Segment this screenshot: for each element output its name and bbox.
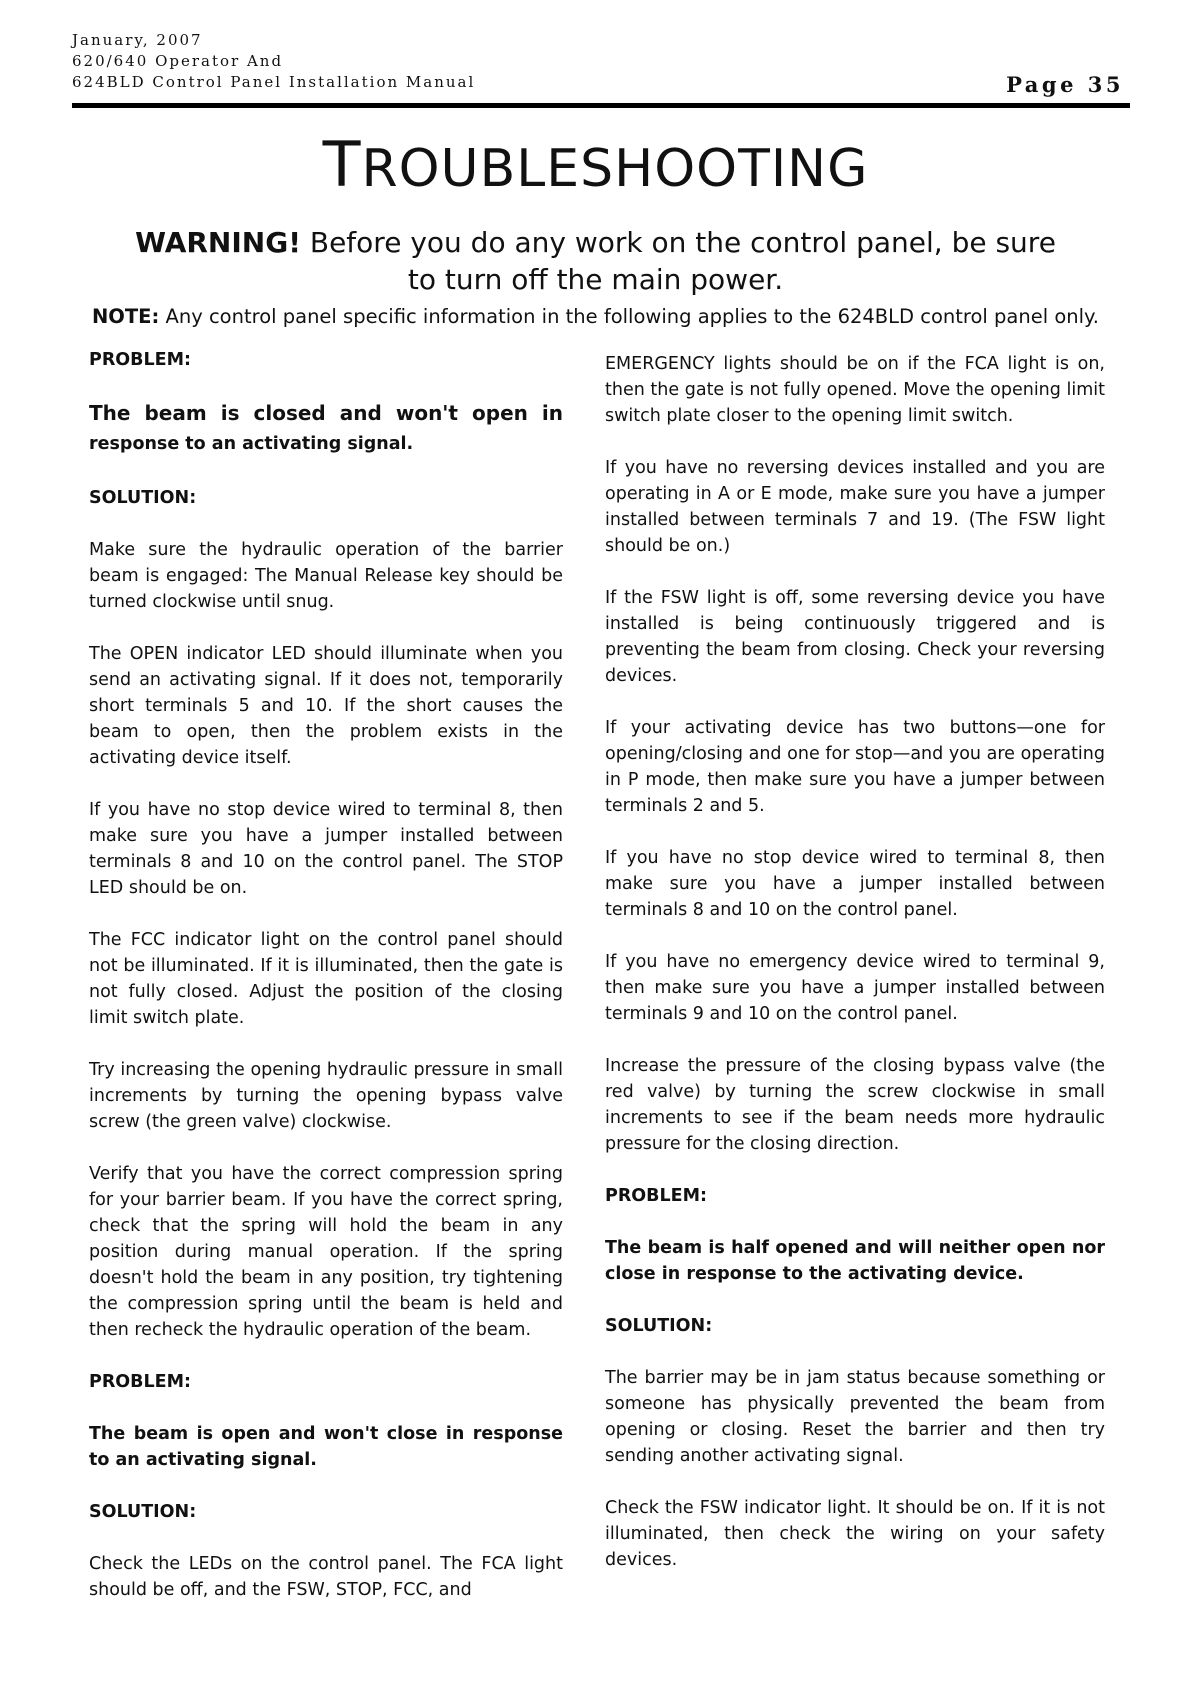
problem-statement: The beam is open and won't close in response to an activating signal. bbox=[89, 1424, 563, 1470]
paragraph: The barrier may be in jam status because something or someone has physically prevented the beam from opening or closing. Reset the barrier and then try sending another activating signal. bbox=[605, 1368, 1105, 1466]
document-info bbox=[72, 30, 475, 93]
problem-statement: The beam is half opened and will neither open nor close in response to the activating device. bbox=[605, 1238, 1105, 1284]
paragraph: If you have no stop device wired to terminal 8, then make sure you have a jumper installed between terminals 8 and 10 on the control panel. bbox=[605, 848, 1105, 920]
page-header bbox=[72, 30, 1130, 106]
paragraph: Verify that you have the correct compression spring for your barrier beam. If you have the correct spring, check that the spring will hold the beam in any position during manual operation. If the spring doesn't hold the beam in any position, try tightening the compression spring until the beam is held and then recheck the hydraulic operation of the beam. bbox=[89, 1164, 563, 1340]
paragraph: If you have no stop device wired to terminal 8, then make sure you have a jumper installed between terminals 8 and 10 on the control panel. The STOP LED should be on. bbox=[89, 800, 563, 898]
problem-label: PROBLEM: bbox=[89, 1372, 192, 1392]
problem-statement-small: response to an activating signal. bbox=[89, 434, 414, 454]
paragraph: The OPEN indicator LED should illuminate when you send an activating signal. If it does not, temporarily short terminals 5 and 10. If the short causes the beam to open, then the problem exists in the activating device itself. bbox=[89, 644, 563, 768]
page-title bbox=[0, 128, 1191, 201]
paragraph: The FCC indicator light on the control panel should not be illuminated. If it is illuminated, then the gate is not fully closed. Adjust the position of the closing limit switch plate. bbox=[89, 930, 563, 1028]
paragraph: If the FSW light is off, some reversing device you have installed is being continuously triggered and is preventing the beam from closing. Check your reversing devices. bbox=[605, 588, 1105, 686]
solution-label: SOLUTION: bbox=[605, 1316, 713, 1336]
solution-label: SOLUTION: bbox=[89, 488, 197, 508]
paragraph: If you have no reversing devices installed and you are operating in A or E mode, make sure you have a jumper installed between terminals 7 and 19. (The FSW light should be on.) bbox=[605, 458, 1105, 556]
title-rest: ROUBLESHOOTING bbox=[361, 139, 869, 199]
right-column bbox=[605, 351, 1105, 1599]
paragraph: If your activating device has two buttons—one for opening/closing and one for stop—and you are operating in P mode, then make sure you have a jumper between terminals 2 and 5. bbox=[605, 718, 1105, 816]
header-date: January, 2007 bbox=[72, 31, 203, 49]
warning-text: Before you do any work on the control panel, be sure to turn off the main power. bbox=[300, 226, 1056, 296]
paragraph: Make sure the hydraulic operation of the barrier beam is engaged: The Manual Release key should be turned clockwise until snug. bbox=[89, 540, 563, 612]
paragraph: Check the LEDs on the control panel. The FCA light should be off, and the FSW, STOP, FCC, and bbox=[89, 1554, 563, 1600]
note-line bbox=[60, 304, 1131, 330]
header-product: 620/640 Operator And bbox=[72, 52, 284, 70]
warning-label: WARNING! bbox=[135, 226, 301, 259]
warning-banner bbox=[120, 224, 1071, 298]
page-number: Page 35 bbox=[1006, 72, 1124, 97]
header-manual-title: 624BLD Control Panel Installation Manual bbox=[72, 73, 476, 91]
paragraph: Increase the pressure of the closing bypass valve (the red valve) by turning the screw clockwise in small increments to see if the beam needs more hydraulic pressure for the closing direction. bbox=[605, 1056, 1105, 1154]
solution-label: SOLUTION: bbox=[89, 1502, 197, 1522]
problem-statement bbox=[89, 399, 563, 459]
paragraph: Check the FSW indicator light. It should be on. If it is not illuminated, then check the wiring on your safety devices. bbox=[605, 1498, 1105, 1570]
paragraph: EMERGENCY lights should be on if the FCA light is on, then the gate is not fully opened. Move the opening limit switch plate closer to the opening limit switch. bbox=[605, 354, 1105, 426]
problem-label: PROBLEM: bbox=[605, 1186, 708, 1206]
note-label: NOTE: bbox=[91, 305, 160, 328]
paragraph: Try increasing the opening hydraulic pressure in small increments by turning the opening bypass valve screw (the green valve) clockwise. bbox=[89, 1060, 563, 1132]
header-rule bbox=[72, 103, 1130, 108]
note-text: Any control panel specific information in the following applies to the 624BLD control panel only. bbox=[159, 305, 1099, 328]
left-column bbox=[89, 347, 563, 1629]
problem-label: PROBLEM: bbox=[89, 350, 192, 370]
title-initial: T bbox=[322, 128, 362, 201]
problem-statement-large: The beam is closed and won't open in bbox=[89, 401, 563, 425]
paragraph: If you have no emergency device wired to terminal 9, then make sure you have a jumper installed between terminals 9 and 10 on the control panel. bbox=[605, 952, 1105, 1024]
